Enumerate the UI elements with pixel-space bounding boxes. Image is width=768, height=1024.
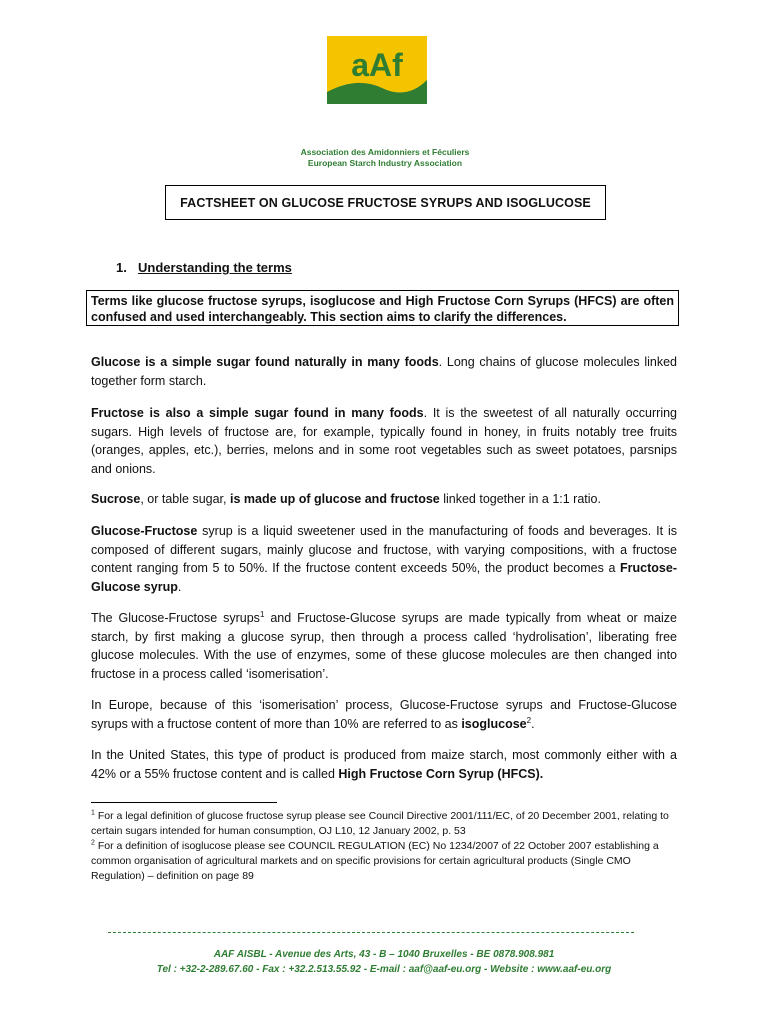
section-title: Understanding the terms	[138, 260, 292, 275]
paragraph-production	[91, 609, 677, 683]
logo-emblem	[327, 36, 427, 104]
text: and Fructose-Glucose syrups are made typically from wheat or maize starch, by first making a glucose syrup, then through a process called ‘hydrolisation’, liberating free glucose molecules. With the use of enzymes, some of these glucose molecules are then changed into fructose in a process called ‘isomerisation’.	[91, 611, 677, 681]
bold-text: Fructose-Glucose syrup	[91, 561, 677, 594]
logo-line-2: European Starch Industry Association	[307, 158, 463, 168]
footnote-text: For a legal definition of glucose fructose syrup please see Council Directive 2001/111/EC, of 20 December 2001, relating to certain sugars intended for human consumption, OJ L10, 12 January 2002, p. 53	[91, 810, 669, 837]
footer-contact: Tel : +32-2-289.67.60 - Fax : +32.2.513.55.92 - E-mail : aaf@aaf-eu.org - Website : www.aaf-eu.org	[156, 964, 612, 975]
text: .	[177, 579, 182, 594]
paragraph-fructose	[91, 404, 677, 478]
footnote-ref: 2	[526, 715, 532, 725]
text: .	[531, 716, 535, 731]
section-heading	[116, 260, 292, 275]
footnote-2	[91, 839, 677, 884]
bold-text: Sucrose	[91, 492, 141, 506]
section-number: 1.	[116, 260, 127, 275]
title-box	[165, 185, 606, 220]
bold-text: Glucose-Fructose	[91, 524, 198, 538]
paragraph-glucose-fructose	[91, 522, 677, 596]
text: . It is the sweetest of all naturally occurring sugars. High levels of fructose are, for example, typically found in honey, in fruits notably tree fruits (oranges, apples, etc.), berries, melons and in some root vegetables such as sweet potatoes, parsnips and onions.	[91, 406, 678, 476]
bold-text: isoglucose	[461, 716, 527, 731]
text: The Glucose-Fructose syrups	[91, 611, 260, 625]
paragraph-europe	[91, 696, 677, 733]
bold-text: Glucose is a simple sugar found naturally in many foods	[91, 355, 439, 369]
logo-mark: aAf	[351, 47, 403, 83]
text: In the United States, this type of product is produced from maize starch, most commonly either with a 42% or a 55% fructose content and is called	[91, 748, 677, 781]
footnote-text: For a definition of isoglucose please see COUNCIL REGULATION (EC) No 1234/2007 of 22 October 2007 establishing a common organisation of agricultural markets and on specific provisions for certain agricultural products (Single CMO Regulation) – definition on page 89	[91, 840, 659, 882]
text: In Europe, because of this ‘isomerisation’ process, Glucose-Fructose syrups and Fructose-Glucose syrups with a fructose content of more than 10% are referred to as	[91, 698, 677, 731]
page-title: FACTSHEET ON GLUCOSE FRUCTOSE SYRUPS AND ISOGLUCOSE	[180, 196, 591, 210]
paragraph-glucose	[91, 353, 677, 390]
bold-text: High Fructose Corn Syrup (HFCS).	[338, 766, 544, 781]
footer-divider	[108, 932, 634, 933]
footnote-separator	[91, 802, 277, 803]
footnote-mark: 1	[91, 809, 95, 817]
footnote-ref: 1	[259, 609, 265, 619]
logo-line-1: Association des Amidonniers et Féculiers	[300, 147, 470, 157]
text: syrup is a liquid sweetener used in the manufacturing of foods and beverages. It is composed of different sugars, mainly glucose and fructose, with varying compositions, with a fructose content ranging from 5 to 50%. If the fructose content exceeds 50%, the product becomes a	[91, 524, 677, 575]
text: linked together in a 1:1 ratio.	[439, 492, 601, 506]
footnote-mark: 2	[91, 839, 95, 847]
bold-text: Fructose is also a simple sugar found in many foods	[91, 406, 424, 420]
text: , or table sugar,	[140, 492, 230, 506]
intro-box: Terms like glucose fructose syrups, isoglucose and High Fructose Corn Syrups (HFCS) are often confused and used interchangeably. This section aims to clarify the differences.	[86, 290, 679, 326]
logo-wave-icon	[327, 36, 427, 104]
bold-text: is made up of glucose and fructose	[229, 492, 440, 506]
paragraph-sucrose	[91, 490, 677, 509]
footer-address: AAF AISBL - Avenue des Arts, 43 - B – 1040 Bruxelles - BE 0878.908.981	[213, 949, 555, 960]
footnote-1	[91, 809, 677, 839]
paragraph-united-states	[91, 746, 677, 783]
text: . Long chains of glucose molecules linked together form starch.	[91, 355, 677, 388]
